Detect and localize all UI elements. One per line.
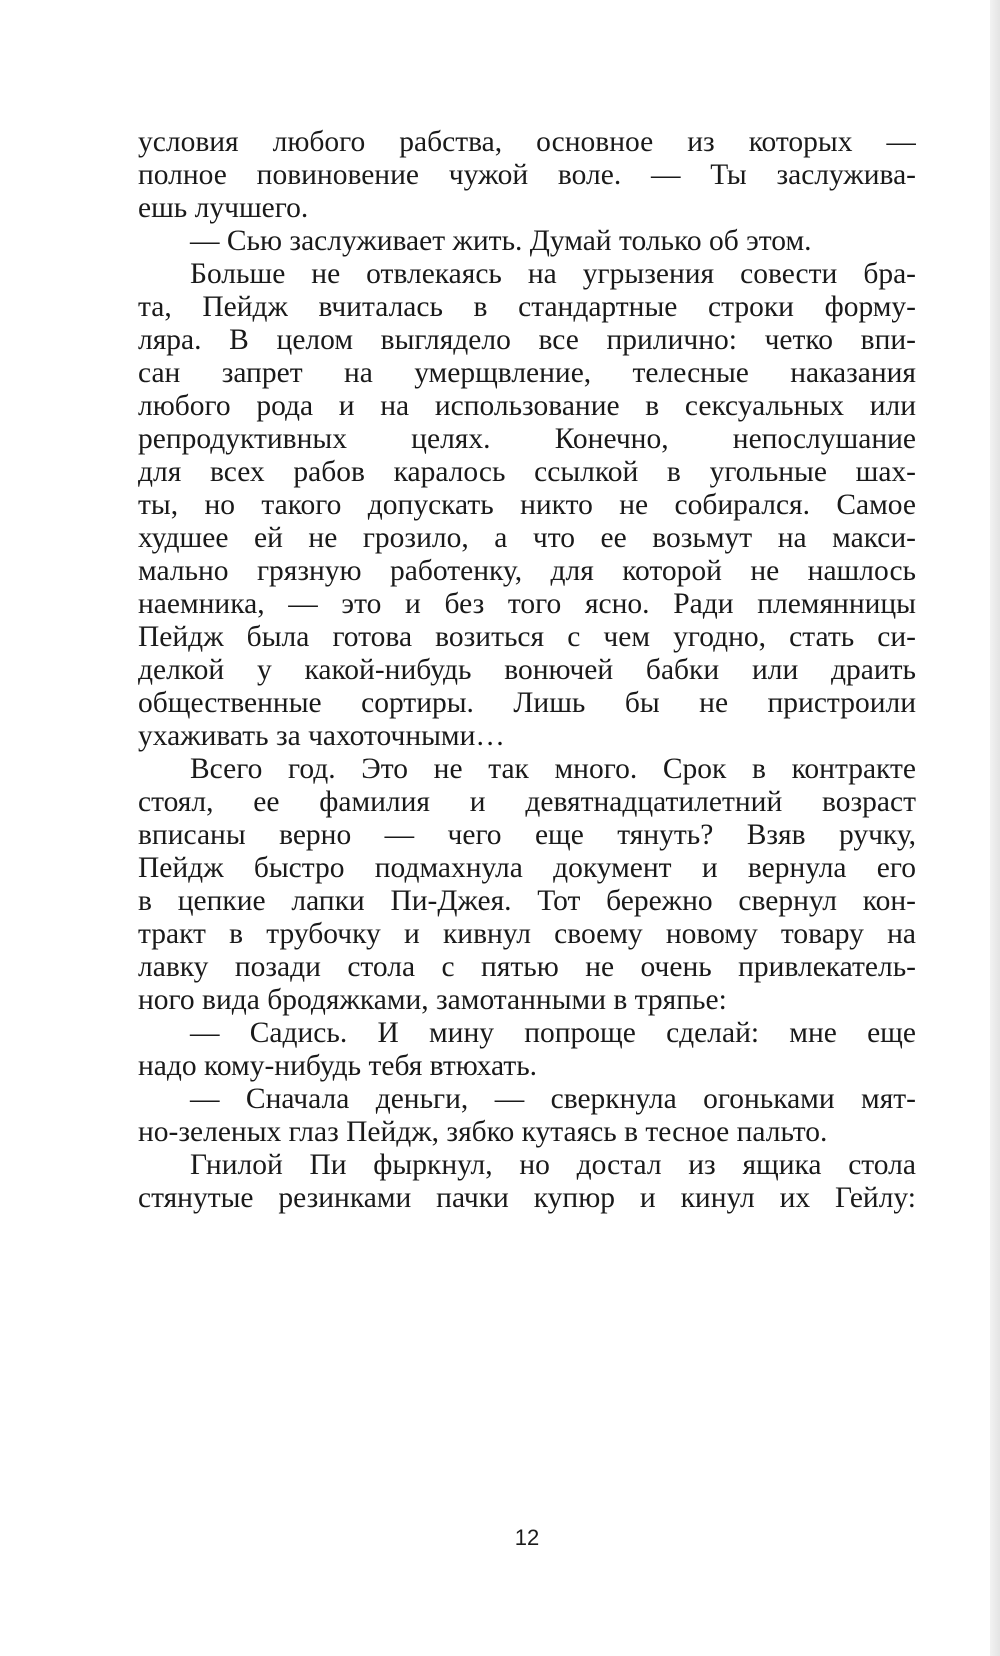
text-line: Пейдж была готова возиться с чем угодно, стать си- xyxy=(138,621,916,653)
text-line: — Садись. И мину попроще сделай: мне еще xyxy=(190,1017,916,1049)
text-line: надо кому-нибудь тебя втюхать. xyxy=(138,1050,538,1082)
text-line: ешь лучшего. xyxy=(138,192,309,224)
text-line: ты, но такого допускать никто не собирался. Самое xyxy=(138,489,916,521)
text-line: для всех рабов каралось ссылкой в угольные шах- xyxy=(138,456,916,488)
text-line: Всего год. Это не так много. Срок в контракте xyxy=(190,753,916,785)
text-line: лавку позади стола с пятью не очень привлекатель- xyxy=(138,951,916,983)
page-number: 12 xyxy=(514,1525,540,1550)
text-line: но-зеленых глаз Пейдж, зябко кутаясь в тесное пальто. xyxy=(138,1116,828,1148)
page-edge xyxy=(990,0,1000,1656)
text-line: в цепкие лапки Пи-Джея. Тот бережно свернул кон- xyxy=(138,885,916,917)
text-line: ного вида бродяжками, замотанными в тряпье: xyxy=(138,984,727,1016)
text-line: сан запрет на умерщвление, телесные наказания xyxy=(138,357,916,389)
text-line: условия любого рабства, основное из которых — xyxy=(138,126,916,158)
text-line: — Сью заслуживает жить. Думай только об этом. xyxy=(190,225,812,257)
text-line: Пейдж быстро подмахнула документ и вернула его xyxy=(138,852,916,884)
text-line: общественные сортиры. Лишь бы не пристроили xyxy=(138,687,916,719)
text-line: репродуктивных целях. Конечно, непослушание xyxy=(138,423,916,455)
text-line: худшее ей не грозило, а что ее возьмут на макси- xyxy=(138,522,916,554)
text-line: тракт в трубочку и кивнул своему новому товару на xyxy=(138,918,916,950)
body-text xyxy=(138,126,916,1215)
text-line: та, Пейдж вчиталась в стандартные строки форму- xyxy=(138,291,916,323)
text-line: Больше не отвлекаясь на угрызения совести бра- xyxy=(190,258,916,290)
text-line: полное повиновение чужой воле. — Ты заслужива- xyxy=(138,159,916,191)
text-line: вписаны верно — чего еще тянуть? Взяв ручку, xyxy=(138,819,916,851)
text-line: Гнилой Пи фыркнул, но достал из ящика стола xyxy=(190,1149,916,1181)
text-line: — Сначала деньги, — сверкнула огоньками мят- xyxy=(190,1083,916,1115)
text-line: ухаживать за чахоточными… xyxy=(138,720,505,752)
text-line: ляра. В целом выглядело все прилично: четко впи- xyxy=(138,324,916,356)
text-line: наемника, — это и без того ясно. Ради племянницы xyxy=(138,588,916,620)
text-line: стянутые резинками пачки купюр и кинул их Гейлу: xyxy=(138,1182,916,1214)
text-line: стоял, ее фамилия и девятнадцатилетний возраст xyxy=(138,786,916,818)
text-line: любого рода и на использование в сексуальных или xyxy=(138,390,916,422)
text-line: мально грязную работенку, для которой не нашлось xyxy=(138,555,916,587)
text-line: делкой у какой-нибудь вонючей бабки или драить xyxy=(138,654,916,686)
